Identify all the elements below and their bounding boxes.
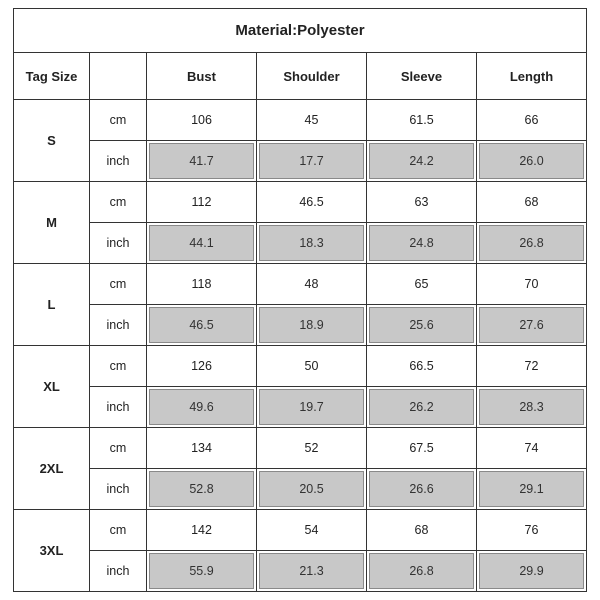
table-row [14,264,587,305]
table-row [14,223,587,264]
size-table [13,8,587,592]
title-row [14,9,587,53]
length-inch-value: 26.8 [477,223,587,264]
unit-inch-label: inch [90,305,147,346]
sleeve-inch-value: 24.8 [367,223,477,264]
table-row [14,428,587,469]
length-cm-value: 74 [477,428,587,469]
unit-inch-label: inch [90,469,147,510]
shoulder-inch-value: 21.3 [257,551,367,592]
shoulder-inch-value: 18.3 [257,223,367,264]
length-cm-value: 68 [477,182,587,223]
sleeve-inch-value: 26.2 [367,387,477,428]
shoulder-inch-value: 17.7 [257,141,367,182]
header-row [14,53,587,100]
table-row [14,100,587,141]
bust-inch-value: 46.5 [147,305,257,346]
bust-cm-value: 134 [147,428,257,469]
sleeve-inch-value: 26.8 [367,551,477,592]
table-row [14,469,587,510]
unit-cm-label: cm [90,100,147,141]
length-cm-value: 72 [477,346,587,387]
table-title: Material:Polyester [14,9,587,53]
size-label: 2XL [14,428,90,510]
shoulder-cm-value: 46.5 [257,182,367,223]
table-row [14,551,587,592]
unit-cm-label: cm [90,264,147,305]
sleeve-cm-value: 66.5 [367,346,477,387]
sleeve-cm-value: 61.5 [367,100,477,141]
bust-cm-value: 112 [147,182,257,223]
shoulder-inch-value: 18.9 [257,305,367,346]
size-chart [13,8,587,592]
shoulder-inch-value: 19.7 [257,387,367,428]
header-shoulder: Shoulder [257,53,367,100]
table-row [14,510,587,551]
bust-inch-value: 44.1 [147,223,257,264]
table-row [14,387,587,428]
shoulder-cm-value: 52 [257,428,367,469]
unit-inch-label: inch [90,141,147,182]
length-inch-value: 28.3 [477,387,587,428]
length-inch-value: 27.6 [477,305,587,346]
length-cm-value: 66 [477,100,587,141]
unit-inch-label: inch [90,551,147,592]
unit-cm-label: cm [90,182,147,223]
sleeve-cm-value: 63 [367,182,477,223]
size-label: M [14,182,90,264]
length-inch-value: 29.1 [477,469,587,510]
shoulder-inch-value: 20.5 [257,469,367,510]
sleeve-cm-value: 68 [367,510,477,551]
table-row [14,182,587,223]
bust-cm-value: 126 [147,346,257,387]
table-row [14,346,587,387]
length-cm-value: 76 [477,510,587,551]
size-label: 3XL [14,510,90,592]
sleeve-cm-value: 65 [367,264,477,305]
size-label: L [14,264,90,346]
sleeve-inch-value: 26.6 [367,469,477,510]
shoulder-cm-value: 45 [257,100,367,141]
header-unit [90,53,147,100]
unit-inch-label: inch [90,223,147,264]
sleeve-inch-value: 24.2 [367,141,477,182]
length-inch-value: 29.9 [477,551,587,592]
length-inch-value: 26.0 [477,141,587,182]
table-row [14,141,587,182]
bust-cm-value: 142 [147,510,257,551]
shoulder-cm-value: 48 [257,264,367,305]
shoulder-cm-value: 54 [257,510,367,551]
bust-inch-value: 52.8 [147,469,257,510]
sleeve-cm-value: 67.5 [367,428,477,469]
bust-cm-value: 118 [147,264,257,305]
bust-inch-value: 41.7 [147,141,257,182]
unit-inch-label: inch [90,387,147,428]
header-bust: Bust [147,53,257,100]
header-length: Length [477,53,587,100]
header-sleeve: Sleeve [367,53,477,100]
size-label: S [14,100,90,182]
unit-cm-label: cm [90,510,147,551]
size-label: XL [14,346,90,428]
length-cm-value: 70 [477,264,587,305]
bust-inch-value: 49.6 [147,387,257,428]
table-row [14,305,587,346]
bust-inch-value: 55.9 [147,551,257,592]
sleeve-inch-value: 25.6 [367,305,477,346]
header-tag-size: Tag Size [14,53,90,100]
bust-cm-value: 106 [147,100,257,141]
shoulder-cm-value: 50 [257,346,367,387]
unit-cm-label: cm [90,428,147,469]
unit-cm-label: cm [90,346,147,387]
